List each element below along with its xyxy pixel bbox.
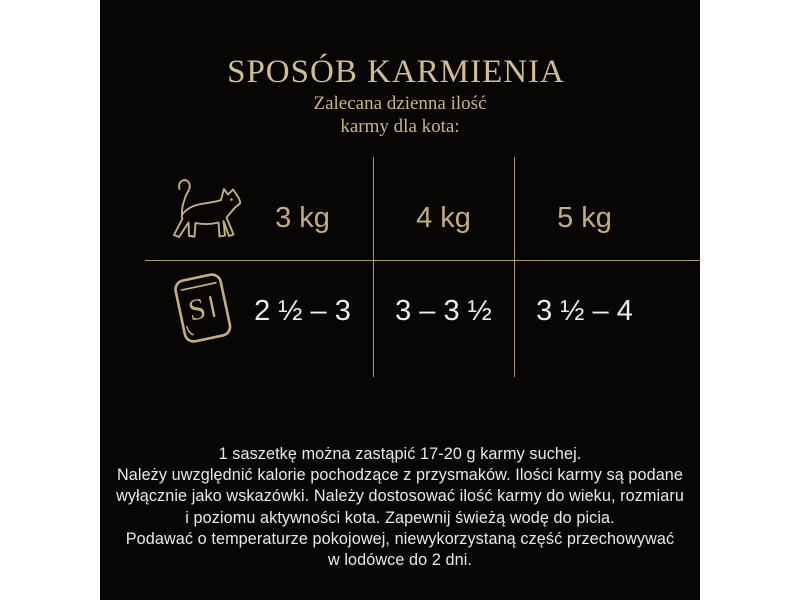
subtitle-line: karmy dla kota:: [340, 116, 460, 137]
weight-cell: 4 kg: [416, 202, 471, 234]
portion-cell: 2 ½ – 3: [254, 295, 351, 327]
table-divider-vertical-1: [373, 157, 374, 377]
portion-cell: 3 ½ – 4: [536, 295, 633, 327]
page-subtitle: [100, 92, 700, 138]
page-title: SPOSÓB KARMIENIA: [227, 54, 565, 90]
weight-cell: 5 kg: [557, 202, 612, 234]
footnote-line: 1 saszetkę można zastąpić 17-20 g karmy suchej.: [218, 445, 582, 463]
footnote-line: w lodówce do 2 dni.: [327, 551, 473, 570]
footnote-line: Należy uwzględnić kalorie pochodzące z przysmaków. Ilości karmy są podane: [116, 466, 684, 485]
table-divider-vertical-2: [514, 157, 515, 377]
footnote-line: wyłącznie jako wskazówki. Należy dostosować ilość karmy do wieku, rozmiaru: [116, 487, 684, 506]
table-divider-horizontal: [145, 260, 700, 261]
footnote-line: i poziomu aktywności kota. Zapewnij świeżą wodę do picia.: [185, 508, 615, 527]
feeding-guide-panel: [100, 0, 700, 600]
footnote-line: Podawać o temperaturze pokojowej, niewykorzystaną część przechowywać: [125, 529, 675, 548]
subtitle-line: Zalecana dzienna ilość: [313, 93, 487, 114]
sachet-letter: S: [185, 291, 209, 328]
weight-cell: 3 kg: [275, 202, 330, 234]
portion-cell: 3 – 3 ½: [395, 295, 492, 327]
footnote: [100, 444, 700, 571]
